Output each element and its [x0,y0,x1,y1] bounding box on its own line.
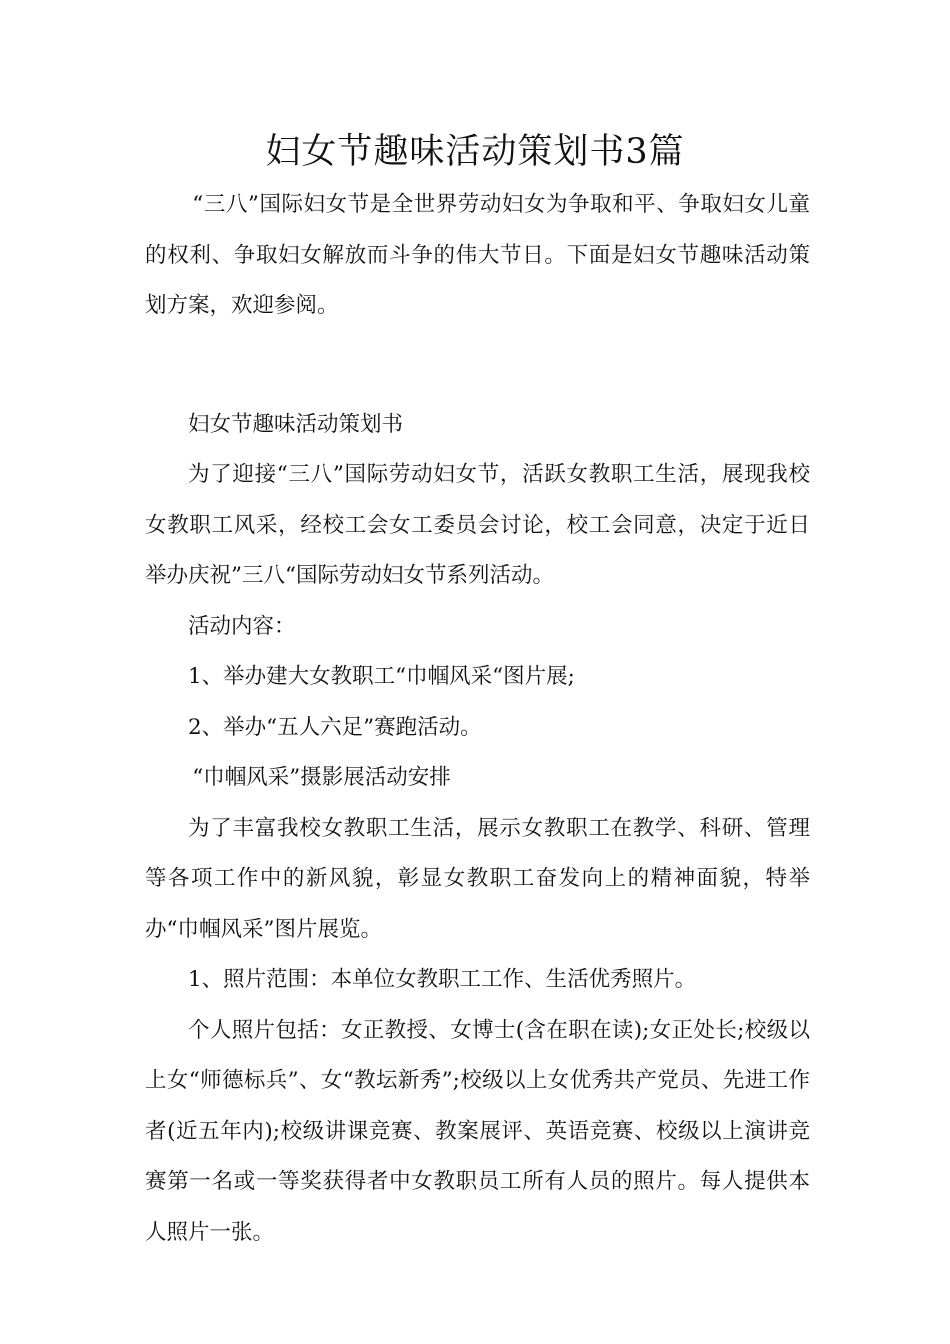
document-title: 妇女节趣味活动策划书3篇 [265,132,685,172]
section-heading: 妇女节趣味活动策划书 [188,411,404,437]
body-paragraph: 个人照片包括：女正教授、女博士(含在职在读);女正处长;校级以上女“师德标兵”、女“教坛新秀”;校级以上女优秀共产党员、先进工作者(近五年内);校级讲课竞赛、教案展评、英语竞赛、校级以上演讲竞赛第一名或一等奖获得者中女教职员工所有人员的照片。每人提供本人照片一张。 [145,1017,810,1245]
list-item: 1、照片范围：本单位女教职工工作、生活优秀照片。 [188,967,697,992]
intro-paragraph: “三八”国际妇女节是全世界劳动妇女为争取和平、争取妇女儿童的权利、争取妇女解放而斗争的伟大节日。下面是妇女节趣味活动策划方案，欢迎参阅。 [145,192,810,318]
paragraph-gap [145,332,810,400]
body-paragraph: 为了丰富我校女教职工生活，展示女教职工在教学、科研、管理等各项工作中的新风貌，彰显女教职工奋发向上的精神面貌，特举办“巾帼风采”图片展览。 [145,815,810,942]
body-paragraph: 为了迎接“三八”国际劳动妇女节，活跃女教职工生活，展现我校女教职工风采，经校工会女工委员会讨论，校工会同意，决定于近日举办庆祝”三八“国际劳动妇女节系列活动。 [145,462,810,588]
document-body [145,180,810,1258]
list-item: 1、举办建大女教职工“巾帼风采“图片展; [188,664,575,689]
body-paragraph: 活动内容： [188,613,296,639]
list-item: 2、举办“五人六足”赛跑活动。 [188,714,482,740]
section-heading: “巾帼风采”摄影展活动安排 [192,765,451,790]
